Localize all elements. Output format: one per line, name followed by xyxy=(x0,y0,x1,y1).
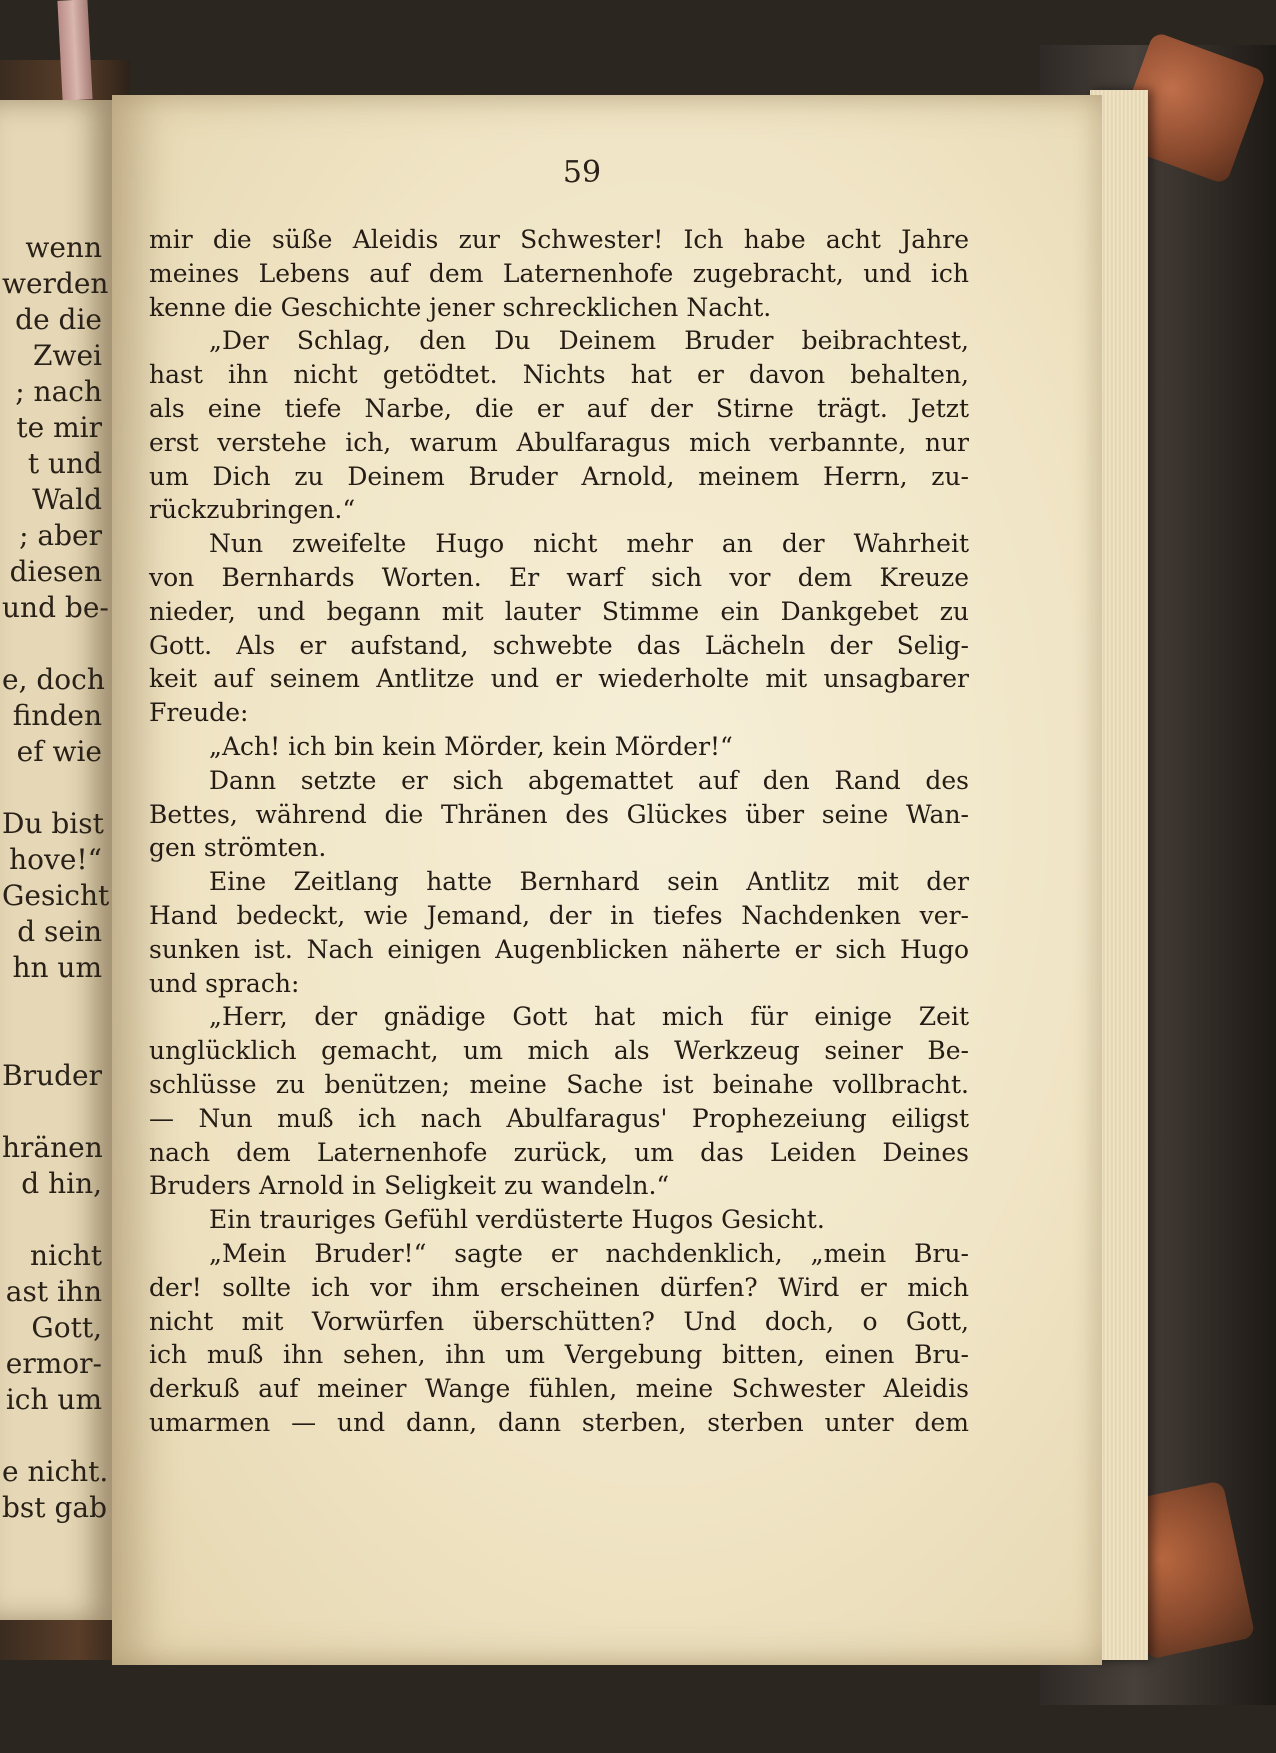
previous-page-line: ; nach xyxy=(15,375,102,408)
previous-page-line: Du bist xyxy=(2,807,104,840)
text-line: meines Lebens auf dem Laternenhofe zugebracht, und ich xyxy=(149,258,969,288)
previous-page-line: e nicht. xyxy=(2,1455,109,1488)
text-line: nach dem Laternenhofe zurück, um das Leiden Deines xyxy=(149,1137,969,1167)
previous-page-text xyxy=(2,230,110,1526)
previous-page-line: Wald xyxy=(32,483,102,516)
text-line: keit auf seinem Antlitze und er wiederholte mit unsagbarer xyxy=(149,664,969,694)
text-line: nicht mit Vorwürfen überschütten? Und doch, o Gott, xyxy=(149,1306,969,1336)
previous-page-line: ; aber xyxy=(19,519,102,552)
text-line: Gott. Als er aufstand, schwebte das Lächeln der Selig- xyxy=(149,630,969,660)
previous-page-line: nicht xyxy=(30,1239,102,1272)
previous-page-line: e, doch xyxy=(2,663,105,696)
text-line: „Mein Bruder!“ sagte er nachdenklich, „mein Bru- xyxy=(209,1238,969,1268)
previous-page-line xyxy=(2,770,102,806)
text-line: Dann setzte er sich abgemattet auf den Rand des xyxy=(209,765,969,795)
previous-page-line: d sein xyxy=(17,915,102,948)
previous-page-line: de die xyxy=(15,303,102,336)
text-line: „Ach! ich bin kein Mörder, kein Mörder!“ xyxy=(209,731,733,761)
previous-page xyxy=(0,100,112,1620)
previous-page-line: Zwei xyxy=(33,339,102,372)
previous-page-line xyxy=(2,986,102,1022)
text-line: gen strömten. xyxy=(149,833,327,863)
text-line: „Herr, der gnädige Gott hat mich für einige Zeit xyxy=(209,1002,969,1032)
previous-page-line: finden xyxy=(12,699,102,732)
previous-page-line xyxy=(2,1418,102,1454)
previous-page-line: ef wie xyxy=(16,735,102,768)
text-line: derkuß auf meiner Wange fühlen, meine Schwester Aleidis xyxy=(149,1374,969,1404)
text-line: um Dich zu Deinem Bruder Arnold, meinem Herrn, zu- xyxy=(149,461,969,491)
text-line: Freude: xyxy=(149,698,249,728)
ribbon-bookmark xyxy=(57,0,92,101)
text-line: Nun zweifelte Hugo nicht mehr an der Wahrheit xyxy=(209,529,969,559)
text-line: von Bernhards Worten. Er warf sich vor dem Kreuze xyxy=(149,562,969,592)
text-line: Eine Zeitlang hatte Bernhard sein Antlitz mit der xyxy=(209,867,969,897)
text-line: kenne die Geschichte jener schrecklichen Nacht. xyxy=(149,292,772,322)
previous-page-line: hn um xyxy=(12,951,102,984)
previous-page-line: hove!“ xyxy=(9,843,102,876)
previous-page-line: Gott, xyxy=(31,1311,102,1344)
previous-page-line: t und xyxy=(27,447,102,480)
text-line: nieder, und begann mit lauter Stimme ein Dankgebet zu xyxy=(149,596,969,626)
previous-page-line: und be- xyxy=(2,591,109,624)
previous-page-line: Gesicht xyxy=(2,879,110,912)
previous-page-line: ich um xyxy=(5,1383,102,1416)
text-line: sunken ist. Nach einigen Augenblicken näherte er sich Hugo xyxy=(149,934,969,964)
text-line: und sprach: xyxy=(149,968,300,998)
text-line: unglücklich gemacht, um mich als Werkzeug seiner Be- xyxy=(149,1036,969,1066)
current-page xyxy=(112,95,1102,1665)
previous-page-line: ermor- xyxy=(5,1347,102,1380)
previous-page-line: hränen xyxy=(2,1131,103,1164)
text-line: hast ihn nicht getödtet. Nichts hat er davon behalten, xyxy=(149,360,969,390)
text-line: ich muß ihn sehen, ihn um Vergebung bitten, einen Bru- xyxy=(149,1340,969,1370)
previous-page-line: bst gab xyxy=(2,1491,107,1524)
text-line: mir die süße Aleidis zur Schwester! Ich habe acht Jahre xyxy=(149,225,969,254)
text-line: „Der Schlag, den Du Deinem Bruder beibrachtest, xyxy=(209,326,969,356)
page-text xyxy=(149,223,969,1440)
text-line: Bettes, während die Thränen des Glückes über seine Wan- xyxy=(149,799,969,829)
text-line: erst verstehe ich, warum Abulfaragus mich verbannte, nur xyxy=(149,427,969,457)
text-line: als eine tiefe Narbe, die er auf der Stirne trägt. Jetzt xyxy=(149,393,969,423)
previous-page-line: wenn xyxy=(25,231,102,264)
previous-page-line: diesen xyxy=(9,555,102,588)
text-line: umarmen — und dann, dann sterben, sterben unter dem xyxy=(149,1407,969,1437)
text-line: schlüsse zu benützen; meine Sache ist beinahe vollbracht. xyxy=(149,1069,969,1099)
text-line: Ein trauriges Gefühl verdüsterte Hugos Gesicht. xyxy=(209,1205,825,1235)
previous-page-line xyxy=(2,1094,102,1130)
previous-page-line xyxy=(2,1022,102,1058)
text-line: — Nun muß ich nach Abulfaragus' Prophezeiung eiligst xyxy=(149,1103,969,1133)
page-number: 59 xyxy=(562,155,602,190)
previous-page-line: te mir xyxy=(16,411,102,444)
previous-page-line: werden xyxy=(2,267,109,300)
previous-page-line: ast ihn xyxy=(5,1275,102,1308)
text-line: der! sollte ich vor ihm erscheinen dürfen? Wird er mich xyxy=(149,1272,969,1302)
previous-page-line: d hin, xyxy=(21,1167,102,1200)
previous-page-line xyxy=(2,1202,102,1238)
text-line: rückzubringen.“ xyxy=(149,495,356,525)
text-line: Bruders Arnold in Seligkeit zu wandeln.“ xyxy=(149,1171,670,1201)
previous-page-line: Bruder xyxy=(2,1059,102,1092)
text-line: Hand bedeckt, wie Jemand, der in tiefes Nachdenken ver- xyxy=(149,900,969,930)
previous-page-line xyxy=(2,626,102,662)
